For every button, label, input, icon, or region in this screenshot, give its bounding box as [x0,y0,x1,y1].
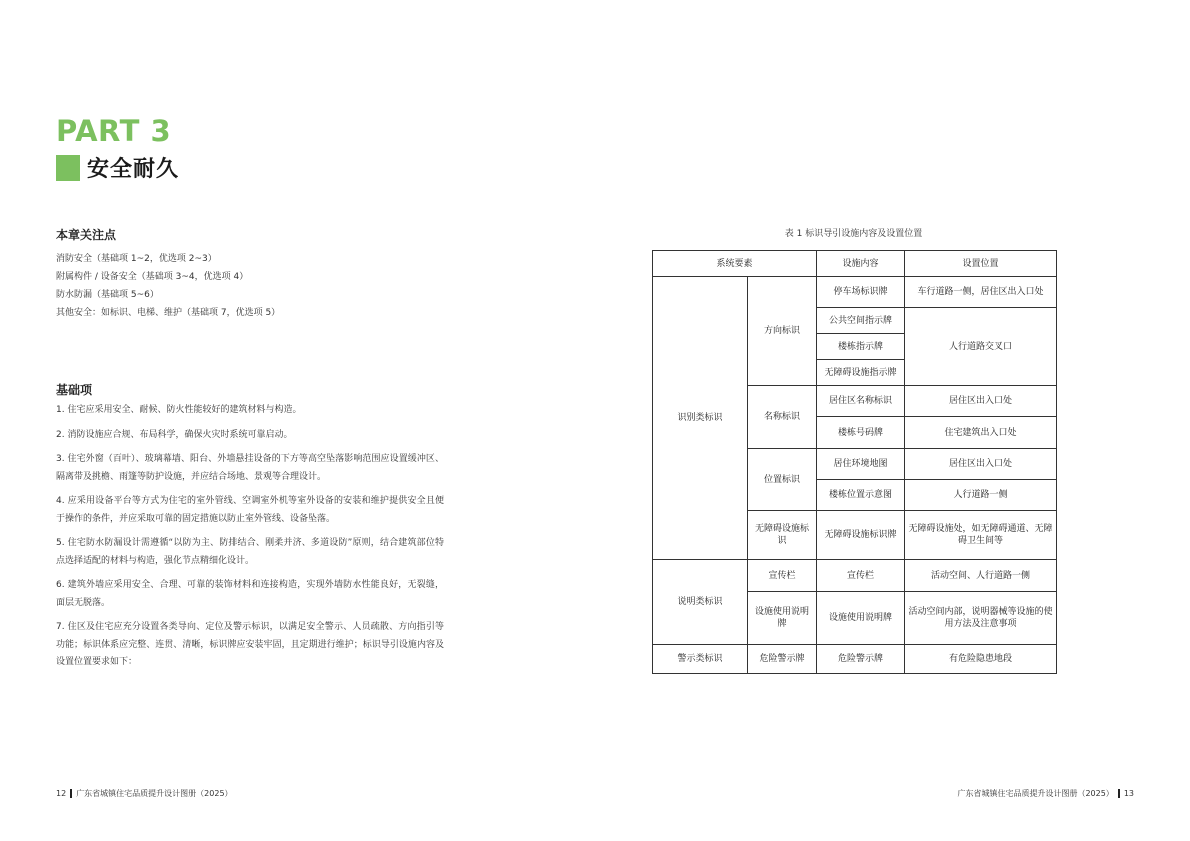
group-cell: 识别类标识 [653,277,748,560]
section-title [56,152,179,183]
location-cell: 人行道路交叉口 [905,308,1057,386]
content-cell: 楼栋位置示意图 [817,480,905,511]
content-cell: 楼栋号码牌 [817,417,905,449]
content-cell: 居住区名称标识 [817,386,905,417]
location-cell: 居住区出入口处 [905,449,1057,480]
location-cell: 活动空间、人行道路一侧 [905,560,1057,592]
subgroup-cell: 名称标识 [748,386,817,449]
focus-item: 附属构件 / 设备安全（基础项 3~4，优选项 4） [56,272,249,282]
basic-item: 7. 住区及住宅应充分设置各类导向、定位及警示标识，以满足安全警示、人员疏散、方向指引等功能；标识体系应完整、连贯、清晰，标识牌应安装牢固，且定期进行维护；标识导引设施内容及设置位置要求如下： [56,622,444,667]
basic-item: 5. 住宅防水防漏设计需遵循“以防为主、防排结合、刚柔并济、多道设防”原则，结合建筑部位特点选择适配的材料与构造，强化节点精细化设计。 [56,538,444,566]
subgroup-cell: 危险警示牌 [748,645,817,674]
header-location: 设置位置 [905,251,1057,277]
table-row [653,560,1057,592]
focus-list [56,250,280,322]
focus-item: 其他安全：如标识、电梯、维护（基础项 7，优选项 5） [56,308,281,318]
location-cell: 住宅建筑出入口处 [905,417,1057,449]
table-caption: 表 1 标识导引设施内容及设置位置 [784,229,923,239]
group-cell: 警示类标识 [653,645,748,674]
content-cell: 停车场标识牌 [817,277,905,308]
subgroup-cell: 设施使用说明牌 [748,592,817,645]
divider-bar-icon [70,789,72,798]
table-row [653,277,1057,308]
basic-item: 2. 消防设施应合规、布局科学，确保火灾时系统可靠启动。 [56,429,293,440]
focus-item: 消防安全（基础项 1~2，优选项 2~3） [56,254,217,264]
footer-title-right: 广东省城镇住宅品质提升设计图册（2025） [957,789,1114,798]
location-cell: 无障碍设施处，如无障碍通道、无障碍卫生间等 [905,511,1057,560]
location-cell: 活动空间内部，说明器械等设施的使用方法及注意事项 [905,592,1057,645]
basic-item: 4. 应采用设备平台等方式为住宅的室外管线、空调室外机等室外设备的安装和维护提供安全且便于操作的条件，并应采取可靠的固定措施以防止室外管线、设备坠落。 [56,496,444,524]
part-title: PART 3 [56,114,172,148]
content-cell: 楼栋指示牌 [817,334,905,360]
section-title-text: 安全耐久 [87,157,180,182]
table-row [653,645,1057,674]
page-number-right: 13 [1123,789,1134,798]
section-square-icon [56,155,80,181]
divider-bar-icon [1118,789,1120,798]
footer-title-left: 广东省城镇住宅品质提升设计图册（2025） [76,789,233,798]
subgroup-cell: 无障碍设施标识 [748,511,817,560]
sign-table [652,250,1057,674]
content-cell: 无障碍设施标识牌 [817,511,905,560]
content-cell: 公共空间指示牌 [817,308,905,334]
header-system: 系统要素 [653,251,817,277]
table-row [653,251,1057,277]
footer-right [957,788,1134,799]
group-cell: 说明类标识 [653,560,748,645]
subgroup-cell: 宣传栏 [748,560,817,592]
header-content: 设施内容 [817,251,905,277]
basic-item: 1. 住宅应采用安全、耐候、防火性能较好的建筑材料与构造。 [56,405,302,415]
location-cell: 车行道路一侧，居住区出入口处 [905,277,1057,308]
location-cell: 居住区出入口处 [905,386,1057,417]
content-cell: 居住环境地图 [817,449,905,480]
page-number-left: 12 [56,789,67,798]
location-cell: 有危险隐患地段 [905,645,1057,674]
basic-heading: 基础项 [56,383,93,397]
content-cell: 无障碍设施指示牌 [817,360,905,386]
basic-item: 3. 住宅外窗（百叶）、玻璃幕墙、阳台、外墙悬挂设备的下方等高空坠落影响范围应设置缓冲区、隔离带及挑檐、雨篷等防护设施，并应结合场地、景观等合理设计。 [56,454,444,482]
basic-item: 6. 建筑外墙应采用安全、合理、可靠的装饰材料和连接构造，实现外墙防水性能良好，无裂缝，面层无脱落。 [56,580,444,608]
focus-item: 防水防漏（基础项 5~6） [56,290,159,300]
content-cell: 危险警示牌 [817,645,905,674]
location-cell: 人行道路一侧 [905,480,1057,511]
focus-heading: 本章关注点 [56,228,117,242]
subgroup-cell: 方向标识 [748,277,817,386]
basic-list [56,402,444,679]
content-cell: 宣传栏 [817,560,905,592]
footer-left [56,788,233,799]
subgroup-cell: 位置标识 [748,449,817,511]
content-cell: 设施使用说明牌 [817,592,905,645]
